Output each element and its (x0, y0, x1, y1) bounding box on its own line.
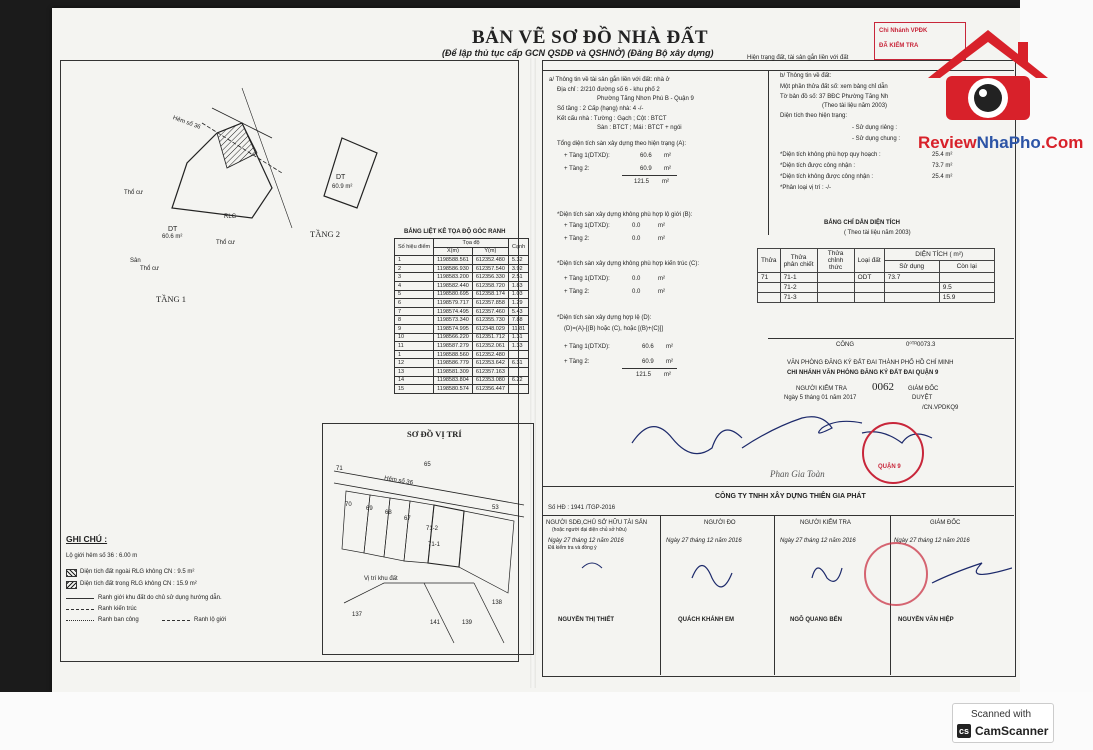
coord-cell: 1198573.340 (434, 316, 473, 325)
b-row-1-unit: m² (658, 223, 665, 229)
camscanner-badge (952, 703, 1054, 743)
table-row (395, 359, 529, 368)
coord-cell: 5.43 (508, 307, 528, 316)
sig-col-2-name: QUÁCH KHÁNH EM (678, 617, 734, 623)
sig-col-2-date: Ngày 27 tháng 12 năm 2016 (666, 538, 742, 544)
coord-cell: 13 (395, 367, 434, 376)
coord-cell: 4 (395, 281, 434, 290)
coord-cell (508, 385, 528, 394)
d-row-2-label: + Tầng 2: (564, 359, 590, 365)
site-lot-138: 138 (492, 600, 503, 606)
d-row-2-unit: m² (666, 359, 673, 365)
a-line-2: Phường Tăng Nhơn Phú B - Quận 9 (597, 96, 694, 102)
sig-col-1-name: NGUYỄN THỊ THIẾT (558, 617, 615, 623)
table-row (758, 293, 995, 303)
checker-label: NGƯỜI KIỂM TRA (796, 386, 847, 392)
coord-cell: 612356.330 (472, 273, 508, 282)
office-line-2: CHI NHÁNH VĂN PHÒNG ĐĂNG KÝ ĐẤT ĐAI QUẬN 9 (787, 370, 939, 376)
table-row (395, 367, 529, 376)
coord-cell: 612353.080 (472, 376, 508, 385)
coord-cell: 10 (395, 333, 434, 342)
idx-cell: ODT (854, 273, 884, 283)
c-title: *Diện tích sàn xây dựng không phù hợp kiến trúc (C): (557, 261, 700, 267)
coord-cell: 1198566.220 (434, 333, 473, 342)
coord-header-y: Y(m) (472, 247, 508, 256)
logo-text (918, 134, 1083, 151)
coord-cell: 5.32 (508, 256, 528, 265)
coord-cell: 612356.447 (472, 385, 508, 394)
coord-cell: 5 (395, 290, 434, 299)
d-sum-rule (622, 368, 677, 369)
street-label: Hẻm số 36 (171, 115, 202, 131)
idx-cell (884, 283, 939, 293)
legend-line-1 (66, 598, 94, 599)
coord-cell: 2.51 (508, 273, 528, 282)
idx-cell: 71-3 (780, 293, 817, 303)
scanned-with-text: Scanned with (971, 709, 1032, 720)
tho-cu-label-2: Thổ cư (216, 240, 236, 246)
a-line-1: Địa chỉ : 2/210 đường số 6 - khu phố 2 (557, 87, 660, 93)
index-title: BẢNG CHỈ DẪN DIỆN TÍCH (824, 220, 900, 226)
coord-cell: 1198581.309 (434, 367, 473, 376)
d-row-1-label: + Tầng 1(DTXD): (564, 344, 610, 350)
coord-cell: 6.31 (508, 359, 528, 368)
cong-number: 0⁰ᵀᴿ0073.3 (906, 342, 936, 348)
d-row-1-unit: m² (666, 344, 673, 350)
idx-cell (854, 283, 884, 293)
company-rule-top (542, 486, 1014, 487)
idx-cell (884, 293, 939, 303)
site-lot-69: 69 (366, 506, 373, 512)
table-row (395, 281, 529, 290)
site-lot-71-1: 71-1 (428, 542, 441, 548)
table-row (395, 324, 529, 333)
b-area-2-value: 73.7 m² (932, 163, 953, 169)
contract-number: Số HĐ : 1941 /TGP-2016 (548, 505, 616, 511)
a-line-4: Kết cấu nhà : Tường : Gạch ; Cột : BTCT (557, 116, 667, 122)
coord-cell: 612355.730 (472, 316, 508, 325)
idx-h-su-dung: Sử dụng (884, 261, 939, 273)
b-area-3-value: 25.4 m² (932, 174, 953, 180)
b-line-5: - Sử dụng riêng : (852, 125, 898, 131)
coord-cell: 1198583.804 (434, 376, 473, 385)
a-row-2-unit: m² (664, 166, 671, 172)
index-subtitle: ( Theo tài liệu năm 2003) (844, 230, 911, 236)
legend-line-3 (66, 620, 94, 621)
d-title: *Diện tích sàn xây dựng hợp lệ (D): (557, 315, 652, 321)
floor1-label: TẦNG 1 (156, 294, 186, 304)
coord-cell: 612357.460 (472, 307, 508, 316)
coord-header-point: Số hiệu điểm (395, 239, 434, 256)
area-index-table (757, 248, 995, 303)
c-row-1-unit: m² (658, 276, 665, 282)
b-row-2-unit: m² (658, 236, 665, 242)
sig-col-4-date: Ngày 27 tháng 12 năm 2016 (894, 538, 970, 544)
coord-cell: 1.29 (508, 299, 528, 308)
table-row (395, 342, 529, 351)
coord-cell: 612348.029 (472, 324, 508, 333)
logo-text-review: Review (918, 133, 977, 152)
right-col-divider (768, 70, 769, 235)
b-line-3: (Theo tài liệu năm 2003) (822, 103, 888, 109)
floor1-area: 60.6 m² (162, 234, 183, 240)
b-line-2: Tờ bản đồ số: 37 BĐC Phường Tăng Nh (780, 94, 889, 100)
coord-cell: 1198586.779 (434, 359, 473, 368)
tho-cu-label-3: Thổ cư (140, 266, 160, 272)
coord-cell: 1198586.930 (434, 264, 473, 273)
scanned-document (52, 8, 1020, 692)
b-area-1-label: *Diện tích không phù hợp quy hoạch : (780, 152, 881, 158)
floor-plan-drawing (112, 68, 392, 298)
b-area-1-value: 25.4 m² (932, 152, 953, 158)
b-line-6: - Sử dụng chung : (852, 136, 901, 142)
coord-cell: 612358.174 (472, 290, 508, 299)
coord-cell: 1198580.574 (434, 385, 473, 394)
a-row-2-value: 60.9 (640, 166, 652, 172)
site-lot-65: 65 (424, 462, 431, 468)
d-row-1-value: 60.6 (642, 344, 654, 350)
seal-text: QUẬN 9 (878, 464, 901, 470)
b-area-4-label: *Phân loại vị trí : -/- (780, 185, 832, 191)
official-seal (862, 422, 924, 484)
b-area-2-label: *Diện tích được công nhận : (780, 163, 855, 169)
idx-cell (939, 273, 994, 283)
office-line-1: VĂN PHÒNG ĐĂNG KÝ ĐẤT ĐAI THÀNH PHỐ HỒ CHÍ MINH (787, 360, 954, 366)
coord-cell: 1.03 (508, 290, 528, 299)
bottom-signatures (552, 548, 1012, 608)
table-row (395, 256, 529, 265)
coord-cell: 612357.858 (472, 299, 508, 308)
company-seal (864, 542, 928, 606)
tho-cu-label: Thổ cư (124, 190, 144, 196)
notes-title: GHI CHÚ : (66, 534, 108, 544)
idx-h-dien-tich: DIỆN TÍCH ( m²) (884, 249, 994, 261)
floor2-area: 60.9 m² (332, 184, 353, 190)
b-area-3-label: *Diện tích không được công nhận : (780, 174, 874, 180)
top-stamp-line-1: Chi Nhánh VPĐK (879, 28, 928, 34)
table-row (395, 316, 529, 325)
b-lo-gioi-title: *Diện tích sàn xây dựng không phù hợp lộ giới (B): (557, 212, 693, 218)
d-row-2-value: 60.9 (642, 359, 654, 365)
house-camera-icon (918, 18, 1058, 128)
coord-cell: 7 (395, 307, 434, 316)
camscanner-text: CamScanner (975, 724, 1049, 738)
coord-table-title: BẢNG LIỆT KÊ TỌA ĐỘ GÓC RANH (404, 229, 506, 235)
site-lot-67: 67 (404, 516, 411, 522)
coord-cell: 6 (395, 299, 434, 308)
table-row (395, 264, 529, 273)
table-row (395, 333, 529, 342)
site-lot-71-2: 71-2 (426, 526, 439, 532)
coord-cell: 1198582.440 (434, 281, 473, 290)
coord-cell: 612352.061 (472, 342, 508, 351)
director-sub: DUYỆT (912, 395, 933, 401)
coord-header-group: Tọa độ (434, 239, 509, 248)
idx-cell: 71-1 (780, 273, 817, 283)
site-location-label: Vị trí khu đất (364, 576, 398, 582)
coord-cell: 1198574.995 (434, 324, 473, 333)
idx-cell (758, 283, 781, 293)
coord-cell: 612357.540 (472, 264, 508, 273)
idx-cell: 71 (758, 273, 781, 283)
coord-cell: 1198574.495 (434, 307, 473, 316)
san-label: Sân (130, 258, 141, 264)
coord-cell: 1.33 (508, 342, 528, 351)
sig-col-3-date: Ngày 27 tháng 12 năm 2016 (780, 538, 856, 544)
table-row (395, 290, 529, 299)
coord-cell: 6.22 (508, 376, 528, 385)
b-line-1: Một phần thửa đất số: xem bảng chỉ dẫn (780, 84, 888, 90)
rlg-label: RLG (224, 214, 237, 220)
top-stamp-line-2: ĐÃ KIỂM TRA (879, 43, 919, 49)
sig-col-1-sub: (hoặc người đại diện chủ sở hữu) (552, 527, 627, 533)
coord-cell: 1198580.695 (434, 290, 473, 299)
coord-header-x: X(m) (434, 247, 473, 256)
a-total-value: 121.5 (634, 179, 650, 185)
sig-col-1-note: Đã kiểm tra và đồng ý (548, 545, 597, 551)
signer-name-script: Phan Gia Toàn (770, 469, 825, 479)
camscanner-icon: cs (958, 726, 969, 736)
table-row (395, 299, 529, 308)
legend-line-2 (66, 609, 94, 610)
note-boundary: Ranh giới khu đất do chủ sử dụng hướng dẫn. (98, 595, 222, 601)
idx-cell: 15.9 (939, 293, 994, 303)
idx-cell (817, 283, 854, 293)
vpdk-code: /CN.VPDKQ9 (922, 405, 959, 411)
idx-cell: 71-2 (780, 283, 817, 293)
b-row-2-label: + Tầng 2: (564, 236, 590, 242)
note-lo-gioi: Lộ giới hẻm số 36 : 6.00 m (66, 553, 138, 559)
idx-cell (854, 293, 884, 303)
b-row-1-label: + Tầng 1(DTXD): (564, 223, 610, 229)
right-header: Hiện trạng đất, tài sản gắn liền với đất (747, 55, 849, 61)
coord-cell: 612352.480 (472, 256, 508, 265)
note-road-line: Ranh lộ giới (194, 617, 227, 623)
site-lot-68: 68 (385, 510, 392, 516)
coord-cell: 14 (395, 376, 434, 385)
hatch-swatch-2 (66, 581, 77, 589)
site-plan-drawing (324, 443, 530, 651)
idx-h-loai-dat: Loại đất (854, 249, 884, 273)
a-line-5: Sàn : BTCT ; Mái : BTCT + ngói (597, 125, 682, 131)
a-title: a/ Thông tin về tài sản gắn liền với đất: nhà ở (549, 77, 670, 83)
coord-cell: 3.92 (508, 264, 528, 273)
sig-col-1-date: Ngày 27 tháng 12 năm 2016 (548, 538, 624, 544)
a-sum-rule (622, 175, 677, 176)
d-formula: (D)=(A)-[(B) hoặc (C), hoặc [(B)+(C)]] (564, 326, 664, 332)
sig-col-4-title: GIÁM ĐỐC (930, 520, 961, 526)
c-row-2-value: 0.0 (632, 289, 641, 295)
page-subtitle: (Để lập thủ tục cấp GCN QSDĐ và QSHNỞ) (Đăng Bộ xây dựng) (442, 48, 714, 58)
site-lot-71: 71 (336, 466, 343, 472)
dossier-number: 0062 (872, 381, 894, 393)
idx-h-thua: Thửa (758, 249, 781, 273)
a-total-unit: m² (662, 179, 669, 185)
sig-col-3-name: NGÔ QUANG BẾN (790, 617, 843, 623)
director-label: GIÁM ĐỐC (908, 386, 939, 392)
coord-cell: 9 (395, 324, 434, 333)
floor2-dt: DT (336, 174, 346, 181)
coord-table (394, 238, 529, 394)
sig-col-4-name: NGUYỄN VĂN HIỆP (898, 617, 954, 623)
coord-cell (508, 367, 528, 376)
coord-header-edge: Cạnh (508, 239, 528, 256)
table-row (395, 307, 529, 316)
logo-text-com: .Com (1040, 133, 1084, 152)
a-row-1-value: 60.6 (640, 153, 652, 159)
coord-cell: 1.31 (508, 333, 528, 342)
idx-cell (817, 273, 854, 283)
a-row-1-unit: m² (664, 153, 671, 159)
checker-date: Ngày 5 tháng 01 năm 2017 (784, 395, 857, 401)
c-row-2-unit: m² (658, 289, 665, 295)
coord-cell: 612357.163 (472, 367, 508, 376)
b-line-4: Diện tích theo hiện trạng: (780, 113, 848, 119)
cong-rule (768, 338, 1014, 339)
coord-cell: 1198588.560 (434, 350, 473, 359)
logo-text-nhapho: NhaPho (976, 133, 1041, 152)
sig-col-3-title: NGƯỜI KIỂM TRA (800, 520, 851, 526)
coord-cell: 15 (395, 385, 434, 394)
coord-cell: 11.81 (508, 324, 528, 333)
a-row-1-label: + Tầng 1(DTXD): (564, 153, 610, 159)
legend-line-4 (162, 620, 190, 621)
coord-cell: 1198583.200 (434, 273, 473, 282)
company-rule-bottom (542, 515, 1014, 516)
table-row (758, 273, 995, 283)
a-row-2-label: + Tầng 2: (564, 166, 590, 172)
site-lot-53: 53 (492, 505, 499, 511)
coord-cell: 612358.720 (472, 281, 508, 290)
coord-cell (508, 350, 528, 359)
b-title: b/ Thông tin về đất: (780, 73, 832, 79)
c-row-1-label: + Tầng 1(DTXD): (564, 276, 610, 282)
coord-cell: 1 (395, 350, 434, 359)
coord-cell: 3 (395, 273, 434, 282)
site-lot-137: 137 (352, 612, 363, 618)
coord-cell: 7.88 (508, 316, 528, 325)
idx-h-chinh-thuc: Thửa chỉnh thức (817, 249, 854, 273)
a-line-3: Số tầng : 2 Cấp (hạng) nhà: 4 -/- (557, 106, 644, 112)
floor2-label: TẦNG 2 (310, 229, 340, 239)
idx-cell: 9.5 (939, 283, 994, 293)
coord-cell: 11 (395, 342, 434, 351)
company-name: CÔNG TY TNHH XÂY DỰNG THIÊN GIA PHÁT (715, 493, 866, 500)
table-row (758, 283, 995, 293)
note-balcony-line: Ranh ban công (98, 617, 139, 623)
d-total-value: 121.5 (636, 372, 652, 378)
idx-h-con-lai: Còn lại (939, 261, 994, 273)
note-outside-rlg: Diện tích đất ngoài RLG không CN : 9.5 m² (80, 569, 195, 575)
note-inside-rlg: Diện tích đất trong RLG không CN : 15.9 m² (80, 581, 197, 587)
sig-col-1-title: NGƯỜI SDĐ,CHỦ SỞ HỮU TÀI SẢN (546, 520, 648, 526)
coord-cell: 612353.642 (472, 359, 508, 368)
site-lot-141: 141 (430, 620, 441, 626)
idx-cell (758, 293, 781, 303)
coord-cell: 612352.480 (472, 350, 508, 359)
coord-cell: 1 (395, 256, 434, 265)
coord-cell: 1198579.717 (434, 299, 473, 308)
coord-cell: 12 (395, 359, 434, 368)
d-total-unit: m² (664, 372, 671, 378)
idx-cell: 73.7 (884, 273, 939, 283)
coord-cell: 8 (395, 316, 434, 325)
c-row-1-value: 0.0 (632, 276, 641, 282)
coord-cell: 612351.712 (472, 333, 508, 342)
site-street-label: Hẻm số 36 (383, 475, 414, 487)
sig-col-2-title: NGƯỜI ĐO (704, 520, 736, 526)
floor1-dt: DT (168, 226, 178, 233)
page-title: BẢN VẼ SƠ ĐỒ NHÀ ĐẤT (472, 27, 709, 48)
note-arch-line: Ranh kiến trúc (98, 606, 137, 612)
cong-label: CÔNG (836, 342, 854, 348)
coord-cell: 1198588.561 (434, 256, 473, 265)
table-row (395, 376, 529, 385)
table-row (395, 273, 529, 282)
bottom-margin (0, 692, 1093, 750)
table-row (395, 350, 529, 359)
b-row-2-value: 0.0 (632, 236, 641, 242)
total-title: Tổng diện tích sàn xây dựng theo hiện trạng (A): (557, 141, 687, 147)
coord-cell: 1.83 (508, 281, 528, 290)
c-row-2-label: + Tầng 2: (564, 289, 590, 295)
review-nhapho-logo (918, 18, 1084, 158)
idx-cell (817, 293, 854, 303)
hatch-swatch-1 (66, 569, 77, 577)
site-plan-title: SƠ ĐỒ VỊ TRÍ (407, 429, 462, 439)
site-lot-70: 70 (345, 502, 352, 508)
b-row-1-value: 0.0 (632, 223, 641, 229)
table-row (395, 385, 529, 394)
coord-cell: 1198587.279 (434, 342, 473, 351)
site-lot-139: 139 (462, 620, 473, 626)
idx-h-phan-chiet: Thửa phân chiết (780, 249, 817, 273)
coord-cell: 2 (395, 264, 434, 273)
